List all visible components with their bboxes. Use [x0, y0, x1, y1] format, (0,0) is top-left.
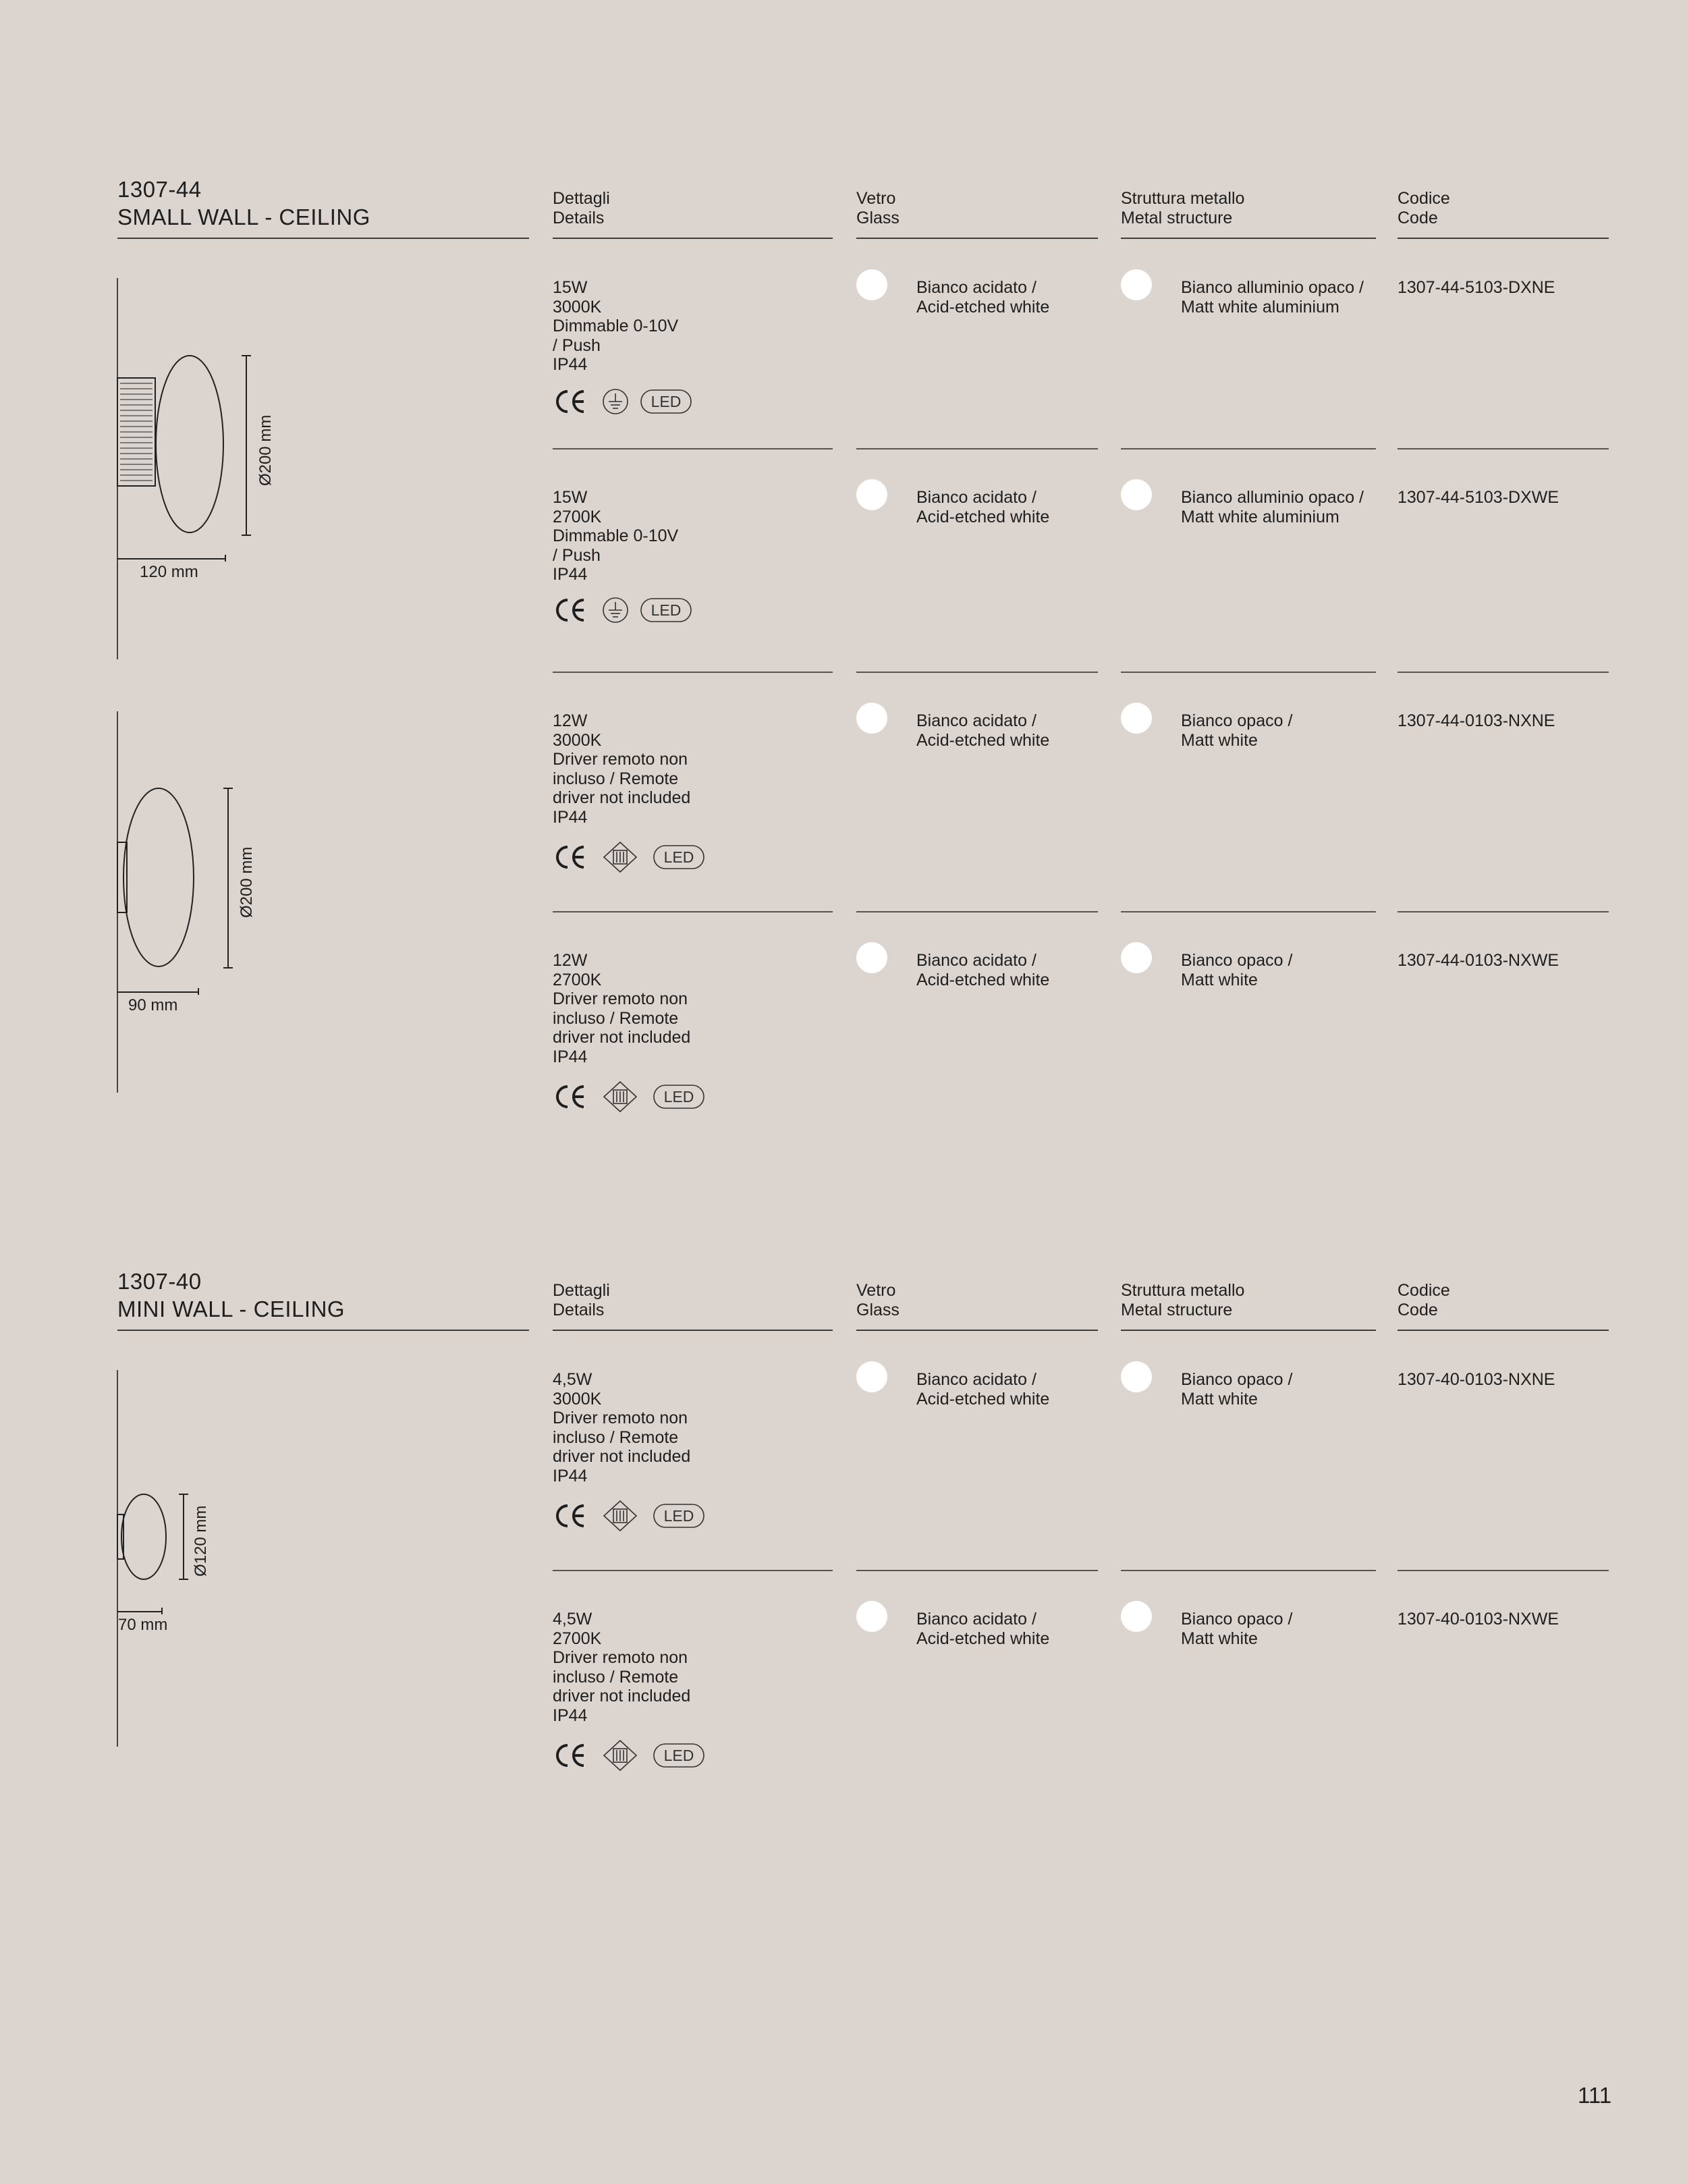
header-rule	[1398, 1330, 1609, 1331]
row-rule	[856, 1570, 1098, 1571]
details-cell: 4,5W 2700K Driver remoto non incluso / Remote driver not included IP44	[553, 1610, 691, 1725]
ce-mark-icon	[557, 1087, 584, 1107]
details-cell: 15W 2700K Dimmable 0-10V / Push IP44	[553, 488, 679, 584]
product-code-cell: 1307-44-5103-DXWE	[1398, 488, 1559, 507]
depth-label: 70 mm	[118, 1616, 168, 1634]
svg-text:LED: LED	[651, 393, 682, 410]
row-rule	[1398, 448, 1609, 449]
structure-swatch	[1121, 942, 1152, 973]
lamp-drawing-flat	[117, 783, 212, 972]
ce-mark-icon	[557, 1506, 584, 1526]
col-header-details: Dettagli Details	[553, 189, 610, 227]
col-header-structure: Struttura metallo Metal structure	[1121, 189, 1245, 227]
structure-cell: Bianco opaco / Matt white	[1181, 1610, 1293, 1648]
ce-mark-icon	[557, 391, 584, 412]
structure-swatch	[1121, 703, 1152, 734]
structure-cell: Bianco alluminio opaco / Matt white aluminium	[1181, 488, 1364, 526]
structure-cell: Bianco opaco / Matt white	[1181, 711, 1293, 750]
product-code-cell: 1307-40-0103-NXWE	[1398, 1610, 1559, 1629]
cert-icons	[553, 388, 708, 415]
svg-text:LED: LED	[663, 848, 694, 866]
glass-swatch	[856, 269, 887, 300]
product-name: SMALL WALL - CEILING	[117, 204, 370, 229]
header-rule	[553, 1330, 833, 1331]
ce-mark-icon	[557, 1745, 584, 1766]
header-rule	[1398, 238, 1609, 239]
structure-swatch	[1121, 1361, 1152, 1392]
diameter-label: Ø200 mm	[238, 846, 256, 918]
row-rule	[1121, 672, 1376, 673]
svg-text:LED: LED	[651, 601, 682, 619]
svg-text:LED: LED	[663, 1747, 694, 1764]
class-3-diamond-icon	[604, 842, 636, 872]
structure-swatch	[1121, 1601, 1152, 1632]
structure-cell: Bianco opaco / Matt white	[1181, 1370, 1293, 1409]
row-rule	[1398, 1570, 1609, 1571]
glass-swatch	[856, 703, 887, 734]
glass-swatch	[856, 1601, 887, 1632]
product-code: 1307-44	[117, 177, 202, 202]
depth-label: 120 mm	[140, 563, 198, 581]
col-header-code: Codice Code	[1398, 189, 1450, 227]
dimension-line	[117, 552, 227, 562]
row-rule	[856, 911, 1098, 912]
title-rule	[117, 1330, 529, 1331]
glass-swatch	[856, 1361, 887, 1392]
col-header-code: Codice Code	[1398, 1281, 1450, 1319]
structure-swatch	[1121, 479, 1152, 510]
glass-cell: Bianco acidato / Acid-etched white	[916, 488, 1050, 526]
row-rule	[553, 448, 833, 449]
product-code-cell: 1307-44-0103-NXWE	[1398, 951, 1559, 970]
row-rule	[1121, 911, 1376, 912]
glass-cell: Bianco acidato / Acid-etched white	[916, 1610, 1050, 1648]
svg-text:LED: LED	[663, 1507, 694, 1525]
header-rule	[856, 1330, 1098, 1331]
dimension-line	[117, 985, 200, 995]
svg-text:LED: LED	[663, 1088, 694, 1105]
dimension-line	[177, 1493, 190, 1581]
diameter-label: Ø120 mm	[192, 1505, 210, 1577]
dimension-line	[240, 354, 253, 537]
product-title-1307-44	[117, 175, 370, 231]
row-rule	[1398, 672, 1609, 673]
ground-class-1-icon	[603, 389, 628, 414]
details-cell: 15W 3000K Dimmable 0-10V / Push IP44	[553, 278, 679, 374]
page-number: 111	[1578, 2083, 1612, 2108]
glass-cell: Bianco acidato / Acid-etched white	[916, 711, 1050, 750]
product-title-1307-40	[117, 1267, 345, 1323]
structure-swatch	[1121, 269, 1152, 300]
col-header-glass: Vetro Glass	[856, 1281, 900, 1319]
product-name: MINI WALL - CEILING	[117, 1296, 345, 1321]
details-cell: 12W 2700K Driver remoto non incluso / Remote driver not included IP44	[553, 951, 691, 1066]
row-rule	[856, 672, 1098, 673]
structure-cell: Bianco opaco / Matt white	[1181, 951, 1293, 989]
class-3-diamond-icon	[604, 1082, 636, 1112]
class-3-diamond-icon	[604, 1741, 636, 1770]
row-rule	[1398, 911, 1609, 912]
cert-icons	[553, 1741, 721, 1770]
col-header-details: Dettagli Details	[553, 1281, 610, 1319]
ce-mark-icon	[557, 847, 584, 867]
structure-cell: Bianco alluminio opaco / Matt white aluminium	[1181, 278, 1364, 317]
header-rule	[1121, 238, 1376, 239]
depth-label: 90 mm	[128, 996, 178, 1014]
header-rule	[1121, 1330, 1376, 1331]
diameter-label: Ø200 mm	[256, 414, 275, 486]
glass-cell: Bianco acidato / Acid-etched white	[916, 278, 1050, 317]
row-rule	[856, 448, 1098, 449]
glass-cell: Bianco acidato / Acid-etched white	[916, 951, 1050, 989]
dimension-line	[221, 787, 235, 969]
row-rule	[553, 911, 833, 912]
lamp-drawing-mini	[117, 1492, 171, 1583]
col-header-glass: Vetro Glass	[856, 189, 900, 227]
title-rule	[117, 238, 529, 239]
row-rule	[553, 1570, 833, 1571]
product-code-cell: 1307-44-0103-NXNE	[1398, 711, 1555, 730]
glass-swatch	[856, 942, 887, 973]
lamp-drawing-ribbed	[117, 351, 252, 520]
glass-swatch	[856, 479, 887, 510]
class-3-diamond-icon	[604, 1501, 636, 1531]
ce-mark-icon	[557, 600, 584, 620]
cert-icons	[553, 842, 721, 872]
product-code-cell: 1307-40-0103-NXNE	[1398, 1370, 1555, 1389]
row-rule	[1121, 448, 1376, 449]
product-code: 1307-40	[117, 1269, 202, 1294]
cert-icons	[553, 597, 708, 624]
details-cell: 4,5W 3000K Driver remoto non incluso / Remote driver not included IP44	[553, 1370, 691, 1485]
row-rule	[1121, 1570, 1376, 1571]
header-rule	[553, 238, 833, 239]
dimension-line	[117, 1605, 165, 1614]
row-rule	[553, 672, 833, 673]
details-cell: 12W 3000K Driver remoto non incluso / Remote driver not included IP44	[553, 711, 691, 827]
ground-class-1-icon	[603, 598, 628, 622]
glass-cell: Bianco acidato / Acid-etched white	[916, 1370, 1050, 1409]
product-code-cell: 1307-44-5103-DXNE	[1398, 278, 1555, 297]
cert-icons	[553, 1501, 721, 1531]
cert-icons	[553, 1082, 721, 1112]
header-rule	[856, 238, 1098, 239]
col-header-structure: Struttura metallo Metal structure	[1121, 1281, 1245, 1319]
